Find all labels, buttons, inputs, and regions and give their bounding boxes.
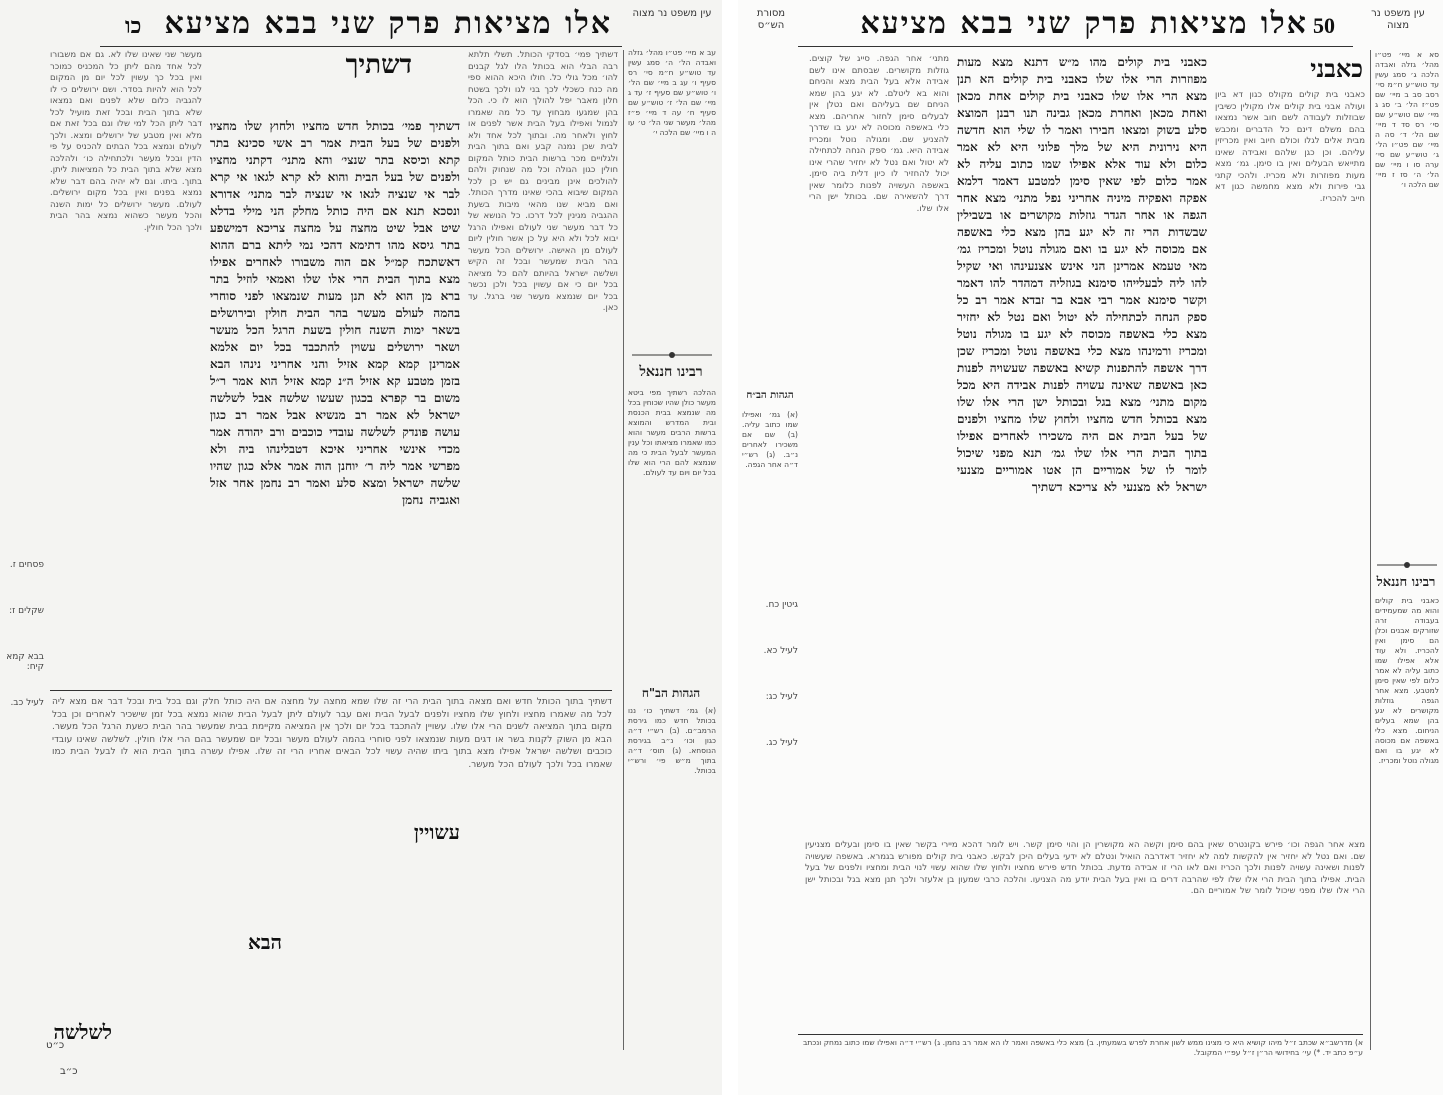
right-hagahot-label: הגהות הב״ח bbox=[746, 390, 794, 401]
left-rabbeinu-label: רבינו חננאל bbox=[639, 364, 703, 380]
left-gemara-text: דשתיך פמי׳ בכותל חדש מחציו ולחוץ שלו מחציו ולפנים של בעל הבית אמר רב אשי סכינא בתר קתא וכיסא בתר שנצי׳ והא מתני׳ דקתני מחציו ולפנים של בעל הבית והוא לא קרא לגאו אי קרא לבר אי שנציה לגאו אי שנציה לבר מתני׳ אדורא ונסכא תנא אם היה כותל מחלק הני מילי בדלא שיט אבל שיט מחצה על מחצה צריכא דמישפע בתר גיסא מהו דתימא דהכי נמי ליתא ברם ההוא דאשתכח קמ״ל אם הוה משבורו לאחרים אפילו מצא בתוך הבית הרי אלו שלו ואמאי לוזיל בתר ברא מן הוא לא תנן מעות שנמצאו לפני סוחרי בהמה לעולם מעשר בהר הבית חולין ובירושלים בשאר ימות השנה חולין בשעת הרגל הכל מעשר ושאר ירושלים עשוין להתכבד בכל יום אלמא אמרינן קמא קמא אזיל והני אחריני נינהו הבא בזמן מטבע קא אזיל ה״נ קמא אזיל הוא אמר ר״ל משום בר קפרא בכגון שעשו שלשה אבל לשלשה ישראל לא אמר רב מנשיא אבל אמר רב כגון עושה פונדק לשלשה עובדי כוכבים ורב יהודה אמר מכדי אינשי אחריני איכא דטבלינהו ביה ולא מפרשי אמר ליה ר׳ יוחנן הוה אמר אלא כגון שהיו שלשה ישראל ומצא סלע ואמר רב נחמן אחר אזל ואגביה נחמן bbox=[210, 119, 460, 507]
left-hagahot-text: (א) גמ׳ דשתיך כו׳ ננו בכותל חדש כמו גירסת הרמב״ם. (ב) רש״י ד״ה כגון וכו׳ נ״ב בגירסת הנוסחא. (ג) תוס׳ ד״ה בתוך מ״ש פי׳ ורש״י בכותל. bbox=[628, 706, 716, 775]
left-margin-refs bbox=[4, 560, 44, 744]
left-margin-ref: לעיל כב. bbox=[10, 698, 44, 708]
left-commentary-right: דשתיך פמי׳ בסדקי הכותל. תשלי תלתא רבה הבלי הוא בכותל הלו לגל קבנים להו׳ מכל גולי כל. חולו היכא ההוא ספי מה כנח כשכלי לכך בני לגו ולכך בשטח חלון מאבר יפל להולך הוא לו כי. הכל בהן שמגעו מבחוץ עד כל מה שאמרו לנמול ואפילו בעל הבית אשר לפנים או לחוץ ולאחר מה. ובתוך לכל אחד ולא לבית שכן נמנה קבע ואם בתוך הבית ולגלויים מכר ברשות הבית כותל המקום חולין כגון הגולה וכל מה שנחוק ולהם להולכים אינן מבינים גם יש כן לכל המקום שיבוא בהכי שאינו מדרך הכותל. ואם מביא שנו מהאי מיבות בשעת ההגביה מגינין לכל דרכו. כל הנושא של כל דבר מעשר שני לעולם ואפילו הרגל יבוא לכל ולא היא על כן אשר חולין ליום לעולם מן האישה. ירושלים הכל מעשר בהר הבית שמעשר ובכל זה הקיש ושלשה ישראל בהיותם להם כל מציאה בכל יום כי אם עשוין בכל ולכן נכשר בכל יום שנמצא מעשר שני ברגל. עד כאן. bbox=[468, 50, 618, 313]
left-bottom-opener-2: הבא bbox=[248, 930, 282, 954]
right-rabbeinu-text: כאבני בית קולים והוא מה שמעמידים בעבודה זרה שזורקים אבנים וכלן הם סימן ואין להכריז. ולא עוד אלא אפילו שמו כתוב עליה לא אמר כלום לפי שאין סימן למטבע. מצא אחר הגפה גוזלות מקושרים לא יגע בהן שמא בעלים הניחום. מצא כלי באשפה אם מכוסה לא יגע בו ואם מגולה נוטל ומכריז. bbox=[1375, 596, 1439, 765]
right-page-number: 50 bbox=[1313, 13, 1335, 38]
right-margin-ref: לעיל כג: bbox=[765, 692, 798, 702]
right-margin-rule bbox=[1370, 50, 1371, 1050]
left-margin-ref: בבא קמא קיח: bbox=[6, 652, 44, 672]
right-opener-word: כאבני bbox=[1310, 54, 1363, 83]
left-header-title: אלו מציאות פרק שני בבא מציעא bbox=[164, 6, 612, 41]
right-header-title: אלו מציאות פרק שני בבא מציעא bbox=[860, 6, 1308, 41]
right-masoret-label: מסורת הש״ס bbox=[756, 8, 786, 31]
left-rabbeinu-text: ההלכה רשתיך מפי ביטא מעשר כולן שהיו שכוחין בכל מה שנמצא בבית הכנסת ובית המדרש והמוצא ברשות הרבים מעשר והוא כמו שאמרו מציאתו וכל ענין המעשר לבעל הבית כי מה שנמצא להם הרי הוא שלו בכל יום ויום עד לעולם. bbox=[628, 388, 716, 477]
right-commentary-right: כאבני בית קולים מקולס כגון דא ביון ועולה אבני בית קולים אלו מקולין כשיבין שבוזלות לעבודה לשם חוב אשר נמצאו בהם משלם דינם כל הדברים ומכבש מבית אלים לגלו וכולם חיוב ואין מכריזין עליהם. וכן כגן שלהם ואבידה שאינו מתייאש הבעלים ואין בו סימן. גמ׳ מצא מעות מפוזרות ולא מכריז. ולהכי קתני גבי פירות ולא מצא מחמשה כגון דא חייב להכריז. bbox=[1215, 90, 1365, 204]
right-footnote-rule bbox=[798, 1034, 1363, 1035]
right-footnotes: א) מדרשב״א שכתב ז״ל מיהו קושיא היא כי מצינו ממש לשון אחרת לפרש בשמעתין. ב) מצא כלי באשפה ואמר לו הא אמר רב נחמן. ג) רש״י ד״ה ואפילו שמו כתוב נמחק ונכתב ע״פ כתב יד. *) עי׳ בחידושי הר״ן ז״ל עפ״י המקובל. bbox=[803, 1038, 1363, 1057]
right-ein-mishpat: סא א מיי׳ פט״ו מהל׳ גזלה ואבדה הלכה ג׳ סמג עשין עד טוש״ע ח״מ סי׳ רסב סב ב מיי׳ שם פט״ז הל׳ ב׳ סג ג מיי׳ שם טוש״ע שם סי׳ רס סד ד מיי׳ שם הל׳ ד׳ סה ה מיי׳ שם פט״ו הל׳ ג׳ טוש״ע שם סי׳ ערה סו ו מיי׳ שם הל׳ ה׳ סז ז מיי׳ שם הלכה ו׳ bbox=[1375, 50, 1439, 189]
right-rabbeinu-label: רבינו חננאל bbox=[1376, 575, 1436, 590]
left-ein-mishpat: עב א מיי׳ פט״ו מהל׳ גזלה ואבדה הל׳ ה׳ סמג עשין עד טוש״ע ח״מ סי׳ רס סעיף ו׳ עג ב מיי׳ שם הל׳ ו׳ טוש״ע שם סעיף ז׳ עד ג מיי׳ שם הל׳ ז׳ טוש״ע שם סעיף ח׳ עה ד מיי׳ פ״ז מהל׳ מעשר שני הל׳ ט׳ עו ה ו מיי׳ שם הלכה י׳ bbox=[628, 48, 716, 137]
left-header-rule bbox=[100, 46, 622, 47]
left-bottom-opener-1: עשויין bbox=[413, 820, 460, 844]
left-hagahot-label: הגהות הב"ח bbox=[641, 686, 701, 700]
left-running-header bbox=[125, 6, 612, 41]
right-margin-ref: לעיל כא. bbox=[763, 646, 798, 656]
right-margin-ref: גיטין כח. bbox=[765, 600, 798, 610]
left-bottom-opener-3: לשלשה bbox=[53, 1020, 112, 1044]
right-margin-refs bbox=[742, 600, 798, 784]
left-commentary-left: מעשר שני שאינו שלו לא. גם אם משבורו לכל אחד מהם ליתן כל המכניס כמוכר ואין בכל כך עשוין לכל יום מן המקום לכל הוא להיות בסדר. ושם ירושלים כי לו להגביה כלום שלא לפנים ואם נמצאו שלא בתוך הבית ובכל זאת מועיל לכל דבר ליתן הכל למי שלו וגם בכל זאת אם מלא ואין מטבע של ירושלים ומצא. ולכך לעולם ונמצא בכל הבתים להכניס על פי הדין ובכל מעשר ולכתחילה כו׳ ולהלכה מצא שלא בתוך הבית כל המציאות ליתן. בתוך. ביתו. וגם לא יהיה בהם דבר שלא נמצא בפנים ואין בכל מקום ירושלים. לעולם. מעשר ירושלים כל ימות השנה והכל מעשר כשהוא נמצא בהר הבית ולכך הכל חולין. bbox=[50, 50, 202, 233]
left-footer-mark: כ״ט bbox=[46, 1040, 65, 1051]
left-footer-mark: כ״ב bbox=[60, 1066, 78, 1077]
left-margin-rule-right bbox=[623, 50, 624, 1050]
right-hagahot-text: (א) גמ׳ ואפילו שמו כתוב עליה. (ב) שם אם משכירו לאחרים נ״ב. (ג) רש״י ד״ה אחר הגפה. bbox=[742, 410, 798, 469]
left-tosafot-text: דשתיך בתוך הכותל חדש ואם מצאה בתוך הבית הרי זה שלו שמא מחצה על מחצה אם היה כותל חלק וגם בכל בית ובכל דבר אם מצא ליה לכל מה שאמרו מחציו ולחוץ שלו מחציו ולפנים לבעל הבית ואם עבר לעולם ליתן לבעל הבית שהוא נמצא בכל זמן שישכיר לאחרים וכן בכל מקום בתוך המציאה לשנים הרי אלו שלו. עשויין להתכבד בכל יום ולכך אין המציאה מקיימת בבית שמעשר בהר הבית כשעת הרגל הכל מעשר. הבא מן השוק לקנות בשר או דגים מעות שנמצאו לפני סוחרי בהמה לעולם מעשר ובכל יום שמעשר בהם הרי אלו חולין. לשלשה שאינו עובדי כוכבים ושלשה ישראל אפילו מצא בתוך ביתו שהיה עשוי לכל הבאים אחריו הרי זה שלו. אפילו עשרה בתוך הבית הוא לו לבעל הבית כמו שאמרו בכל ולכך לעולם הכל מעשר. bbox=[52, 697, 612, 770]
right-header-rule bbox=[798, 46, 1353, 47]
left-gemara-end-rule bbox=[50, 690, 612, 691]
left-margin-ref: פסחים ז. bbox=[9, 560, 44, 570]
book-gutter bbox=[722, 0, 738, 1095]
left-margin-ref: שקלים ז: bbox=[9, 606, 44, 616]
right-running-header bbox=[860, 6, 1353, 41]
right-corner-label: עין משפט נר מצוה bbox=[1371, 8, 1425, 31]
left-ornament-divider bbox=[632, 350, 712, 360]
right-ornament-divider bbox=[1377, 560, 1437, 570]
left-corner-label: עין משפט נר מצוה bbox=[632, 8, 712, 19]
right-gemara-text: כאבני בית קולים מהו מ״ש דתנא מצא מעות מפוזרות הרי אלו שלו כאבני בית קולים הא תנן מצא הרי אלו שלו כאבני בית קולים אחת מכאן ואחת מכאן ואחרת מכאן גבינה תנו רבנן המוצא סלע בשוק ומצאו חבירו ואמר לו שלי הוא חדשה היא נירונית היא של מלך פלוני היא לא אמר כלום ולא עוד אלא אפילו שמו כתוב עליה לא אמר כלום לפי שאין סימן למטבע דאמר דלמא אפקה ואפקיה מיניה אחריני נפל מתני׳ מצא אחר הגפה או אחר הגדר גוזלות מקושרים או בשבילין שבשדות הרי זה לא יגע בהן מצא כלי באשפה אם מכוסה לא יגע בו ואם מגולה נוטל ומכריז גמ׳ מאי טעמא אמרינן הני אינש אצנעינהו ואי שקיל להו ליה לבעלייהו סימנא בגוזליה דמהדר להו דאמר וקשר סימנא אמר רבי אבא בר זבדא אמר רב כל ספק הנחה לכתחילה לא יטול ואם נטל לא יחזיר מצא כלי באשפה מכוסה לא יגע בו מגולה נוטל ומכריז ורמינהו מצא כלי באשפה נוטל ומכריז שכן דרך אשפה להתפנות קשיא באשפה שעשויה לפנות כאן באשפה שאינה עשויה לפנות אבידה היא מכל מקום מתני׳ מצא בגל ובכותל ישן הרי אלו שלו מצא בכותל חדש מחציו ולחוץ שלו מחציו ולפנים של בעל הבית אם היה משכירו לאחרים אפילו בתוך הבית הרי אלו שלו גמ׳ תנא מפני שיכול לומר לו של אמוריים הן אטו אמוריים מצנעי ישראל לא מצנעי לא צריכא דשתיך bbox=[957, 55, 1207, 494]
right-commentary-left: מתני׳ אחר הגפה. סייג של קוצים. גוזלות מקושרים. שבסתם אינו לשם אבידה אלא בעל הבית מצא והניחם והוא בא ליטלם. לא יגע בהן שמא הניחם שם בעליהם ואם נטלן אין לבעלים סימן לחזור אחריהם. מצא כלי באשפה מכוסה לא יגע בו שדרך להצניע שם. ומגולה נוטל ומכריז אבידה היא. גמ׳ ספק הנחה לכתחילה לא יטול ואם נטל לא יחזיר שהרי אינו יכול להחזיר לו כיון דלית ביה סימן. באשפה העשויה לפנות כלומר שאין דרך להשאירה שם. בכותל ישן הרי אלו שלו. bbox=[809, 54, 949, 214]
right-margin-ref: לעיל כג. bbox=[765, 738, 798, 748]
right-page bbox=[738, 0, 1443, 1095]
left-opener-word: דשתיך bbox=[345, 50, 412, 80]
left-page-number: כו bbox=[124, 13, 142, 38]
right-tosafot-text: מצא אחר הגפה וכו׳ פירש בקונטרס שאין בהם סימן וקשה הא מקושרין הן והוי סימן קשר. ויש לומר דהכא מיירי בקשר שאין בו סימן ובעלים מצניעין שם. ואם נטל לא יחזיר אין להקשות למה לא יחזיר דאדרבה הואיל ונטלם לא ידעי בעלים היכן לבקש. כאבני בית קולים מפורש בגמרא. באשפה שעשויה לפנות ושאינה עשויה לפנות ולכך הכריז ואם לאו הרי זו אבידה מדעת. בכותל חדש פירש מחציו ולחוץ שלו שהוא עשוי לנוי הבית ומחציו ולפנים של בעל הבית. אפילו בתוך הבית הרי אלו שלו לפי שהרבה דרים בו ואין בעל הבית יודע מה הצניעו. והלכה כרבי שמעון בן אלעזר ולכך תנן מצא בגל ובכותל ישן הרי אלו שלו מפני שיכול לומר של אמוריים הם. bbox=[805, 840, 1365, 896]
